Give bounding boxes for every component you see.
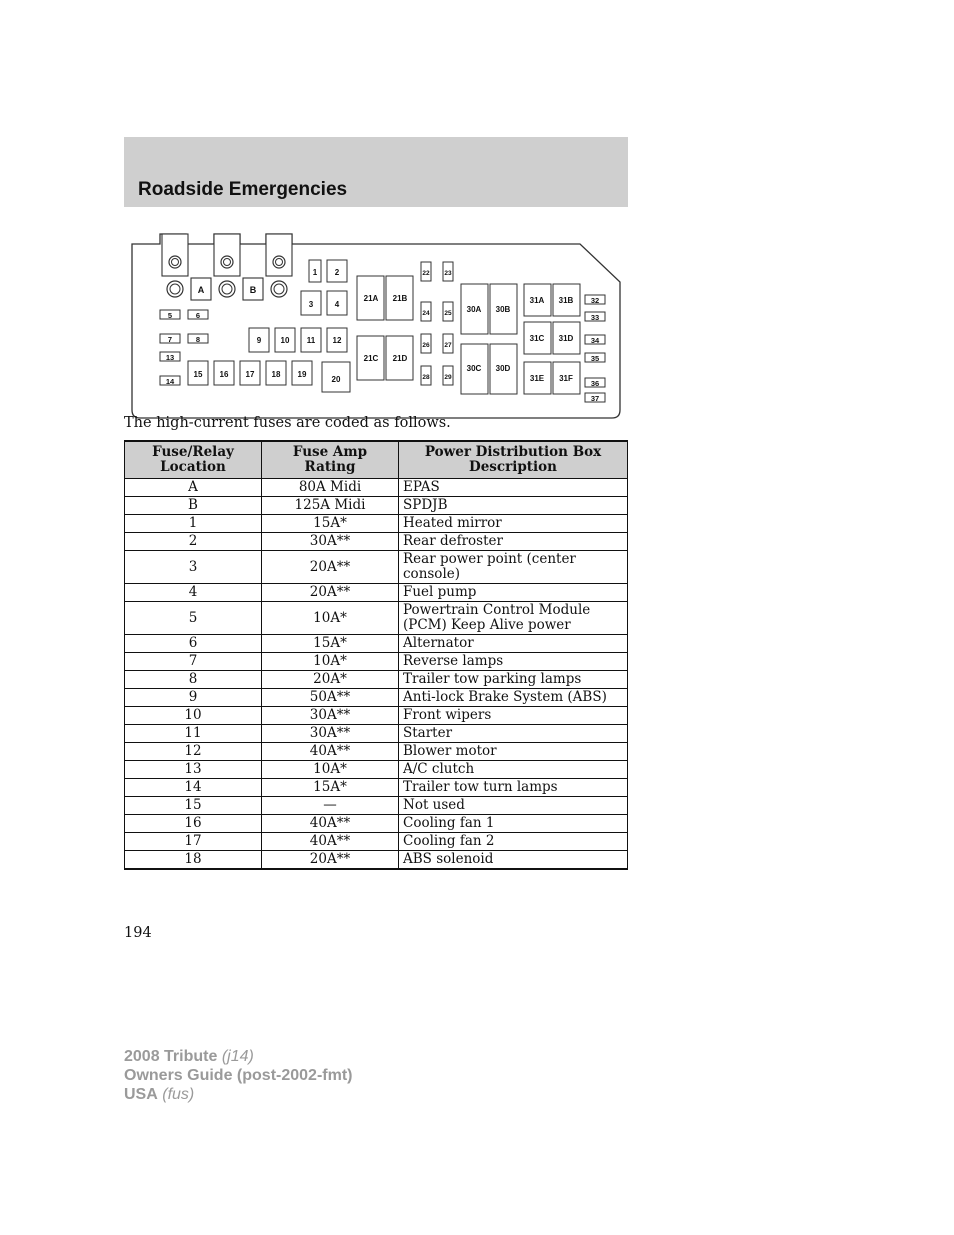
cell-location: 7 [125,653,262,671]
header-location: Fuse/Relay Location [125,441,262,479]
cell-rating: — [262,797,399,815]
fuse-label-22: 22 [422,270,430,277]
cell-rating: 40A** [262,743,399,761]
cell-rating: 15A* [262,515,399,533]
fuse-label-36: 36 [590,379,600,388]
fuse-label-37: 37 [590,394,600,403]
cell-rating: 30A** [262,707,399,725]
cell-rating: 40A** [262,833,399,851]
relay-label-30A: 30A [466,305,482,314]
cell-rating: 20A* [262,671,399,689]
fuse-label-4: 4 [334,300,340,309]
cell-description: Cooling fan 2 [399,833,628,851]
cell-description: ABS solenoid [399,851,628,870]
header-rating: Fuse Amp Rating [262,441,399,479]
fuse-label-24: 24 [422,310,430,317]
fuse-label-25: 25 [444,310,452,317]
intro-text: The high-current fuses are coded as follows. [124,415,451,431]
fuse-label-32: 32 [590,296,600,305]
fuse-label-12: 12 [332,336,342,345]
cell-rating: 15A* [262,635,399,653]
cell-location: 4 [125,584,262,602]
cell-rating: 20A** [262,851,399,870]
cell-rating: 40A** [262,815,399,833]
table-row [125,761,628,779]
fuse-label-6: 6 [195,311,201,320]
footer [124,1047,352,1104]
fuse-label-20: 20 [331,375,341,384]
cell-description: Fuel pump [399,584,628,602]
cell-location: 16 [125,815,262,833]
cell-description: Heated mirror [399,515,628,533]
table-row [125,797,628,815]
fuse-label-3: 3 [308,300,314,309]
cell-description: Alternator [399,635,628,653]
cell-location: 9 [125,689,262,707]
cell-rating: 50A** [262,689,399,707]
fuse-label-14: 14 [165,377,175,386]
cell-location: 6 [125,635,262,653]
table-row [125,707,628,725]
cell-description: Trailer tow turn lamps [399,779,628,797]
table-row [125,653,628,671]
table-row [125,833,628,851]
fuse-label-2: 2 [334,268,340,277]
table-row [125,533,628,551]
cell-description: Blower motor [399,743,628,761]
table-row [125,743,628,761]
cell-rating: 80A Midi [262,479,399,497]
relay-label-30C: 30C [466,364,482,373]
fuse-label-13: 13 [165,353,175,362]
cell-location: 5 [125,602,262,635]
footer-line-2: Owners Guide (post-2002-fmt) [124,1067,353,1084]
cell-location: A [125,479,262,497]
fuse-label-29: 29 [444,374,452,381]
fuse-label-19: 19 [297,370,307,379]
cell-rating: 20A** [262,584,399,602]
table-row [125,779,628,797]
cell-description: Rear defroster [399,533,628,551]
page-number: 194 [124,925,152,941]
table-row [125,479,628,497]
cell-location: 14 [125,779,262,797]
relay-label-30D: 30D [495,364,511,373]
relay-label-21A: 21A [363,294,379,303]
fuse-label-11: 11 [306,336,316,345]
fuse-label-34: 34 [590,336,600,345]
fuse-label-16: 16 [219,370,229,379]
fuse-label-33: 33 [590,313,600,322]
cell-description: Front wipers [399,707,628,725]
fuse-label-15: 15 [193,370,203,379]
cell-rating: 10A* [262,653,399,671]
cell-location: 2 [125,533,262,551]
cell-rating: 30A** [262,725,399,743]
relay-label-31A: 31A [529,296,545,305]
cell-rating: 15A* [262,779,399,797]
section-header [124,137,628,207]
relay-label-31B: 31B [558,296,574,305]
cell-rating: 20A** [262,551,399,584]
cell-rating: 30A** [262,533,399,551]
fuse-box-diagram [128,232,622,420]
table-row [125,551,628,584]
relay-label-21B: 21B [392,294,408,303]
cell-location: 13 [125,761,262,779]
cell-rating: 10A* [262,602,399,635]
cell-description: Anti-lock Brake System (ABS) [399,689,628,707]
relay-label-31E: 31E [529,374,545,383]
fuse-label-28: 28 [422,374,430,381]
cell-rating: 10A* [262,761,399,779]
fuse-label-1: 1 [312,268,318,277]
cell-description: SPDJB [399,497,628,515]
cell-rating: 125A Midi [262,497,399,515]
cell-description: Starter [399,725,628,743]
table-row [125,851,628,870]
fuse-label-5: 5 [167,311,173,320]
cell-location: B [125,497,262,515]
table-row [125,689,628,707]
table-header-row [125,441,628,479]
cell-location: 3 [125,551,262,584]
cell-description: Not used [399,797,628,815]
cell-location: 17 [125,833,262,851]
fuse-label-7: 7 [167,335,173,344]
cell-description: Powertrain Control Module (PCM) Keep Alive power [399,602,628,635]
fuse-label-17: 17 [245,370,255,379]
cell-location: 8 [125,671,262,689]
cell-description: EPAS [399,479,628,497]
fuse-label-A: A [197,285,205,295]
table-row [125,725,628,743]
section-title: Roadside Emergencies [138,179,348,200]
cell-description: Reverse lamps [399,653,628,671]
cell-description: Cooling fan 1 [399,815,628,833]
table-row [125,497,628,515]
cell-location: 1 [125,515,262,533]
table-row [125,671,628,689]
relay-label-21D: 21D [392,354,408,363]
relay-label-31C: 31C [529,334,545,343]
relay-label-31F: 31F [559,374,573,383]
header-description: Power Distribution Box Description [399,441,628,479]
fuse-label-26: 26 [422,342,430,349]
relay-label-21C: 21C [363,354,379,363]
cell-location: 12 [125,743,262,761]
fuse-label-10: 10 [280,336,290,345]
fuse-label-23: 23 [444,270,452,277]
cell-description: Rear power point (center console) [399,551,628,584]
relay-label-31D: 31D [558,334,574,343]
cell-location: 15 [125,797,262,815]
fuse-label-9: 9 [256,336,262,345]
footer-line-1: 2008 Tribute (j14) [124,1048,254,1065]
table-row [125,515,628,533]
fuse-label-35: 35 [590,354,600,363]
table-row [125,635,628,653]
relay-label-30B: 30B [495,305,511,314]
fuse-label-8: 8 [195,335,201,344]
cell-location: 10 [125,707,262,725]
fuse-label-18: 18 [271,370,281,379]
cell-location: 11 [125,725,262,743]
fuse-label-B: B [249,285,257,295]
table-row [125,584,628,602]
fuse-label-27: 27 [444,342,452,349]
cell-description: Trailer tow parking lamps [399,671,628,689]
cell-description: A/C clutch [399,761,628,779]
table-row [125,602,628,635]
table-row [125,815,628,833]
fuse-table [124,440,628,870]
footer-line-3: USA (fus) [124,1086,195,1103]
cell-location: 18 [125,851,262,870]
